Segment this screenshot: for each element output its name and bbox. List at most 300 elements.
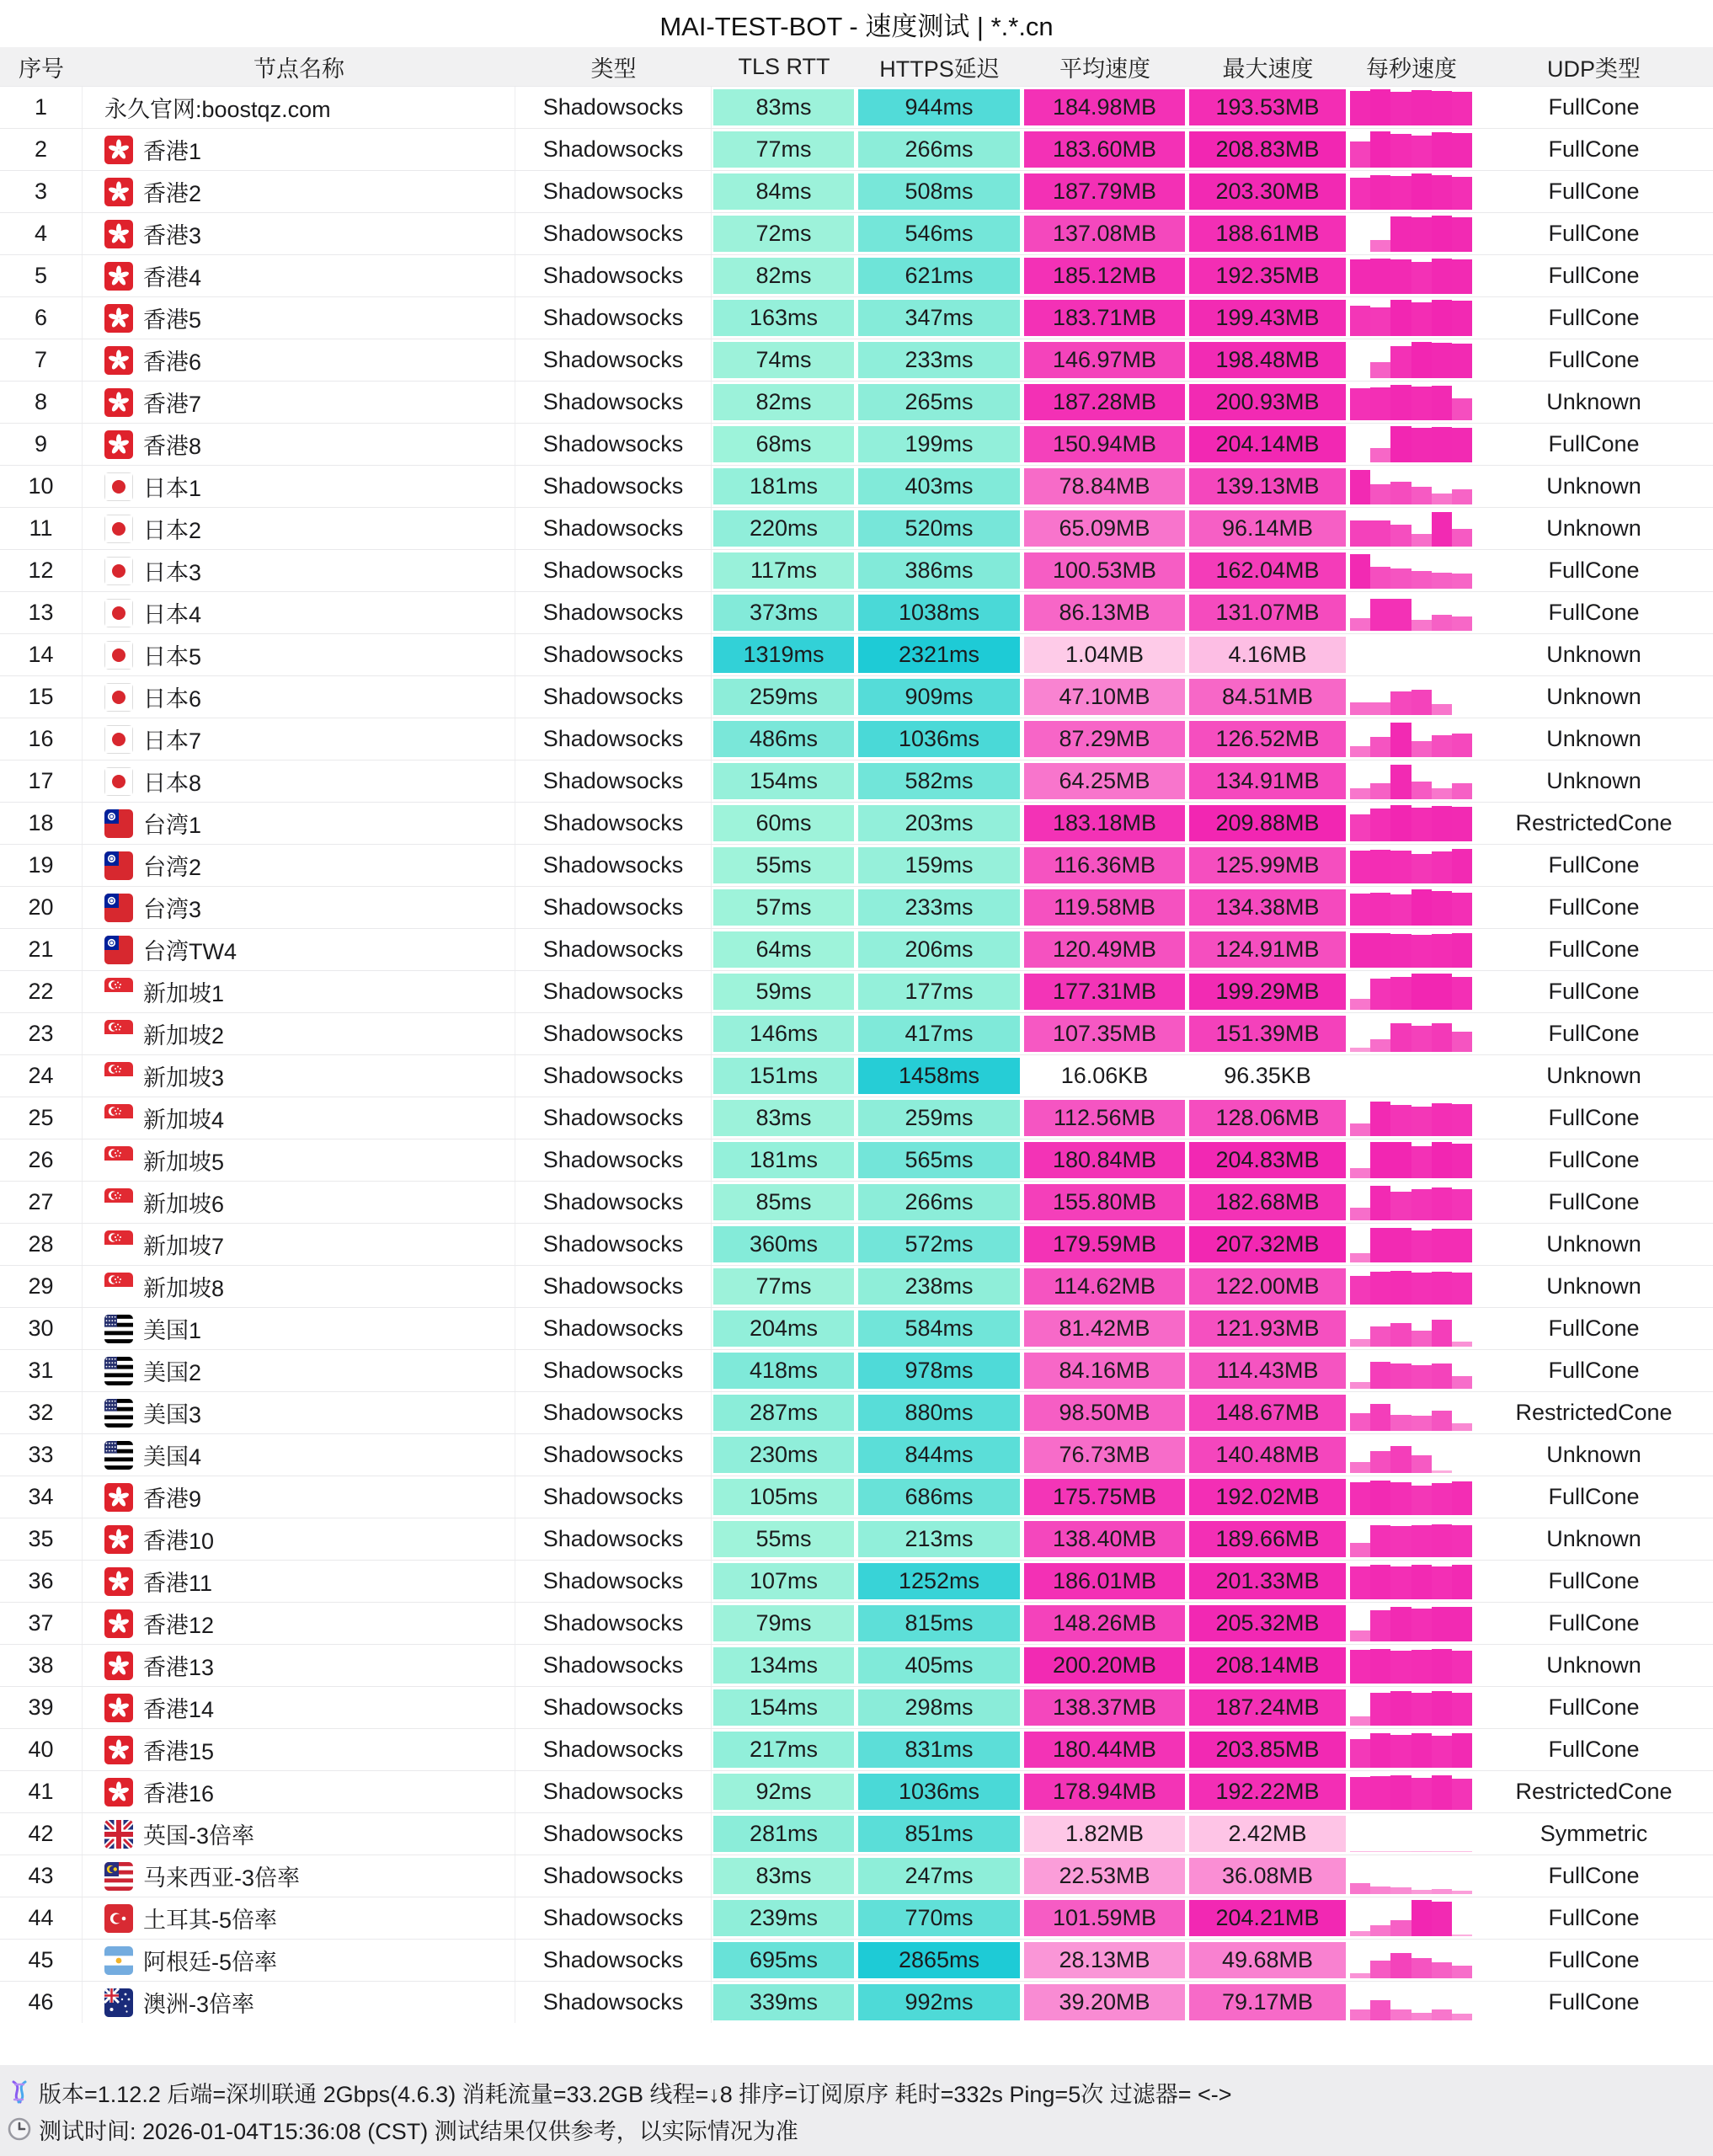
speed-bar <box>1390 1023 1411 1052</box>
cell-speed-per-sec <box>1348 1897 1475 1939</box>
cell-tls-rtt: 287ms <box>712 1392 856 1433</box>
speed-bar <box>1390 1607 1411 1641</box>
speed-bar <box>1390 805 1411 841</box>
speed-bar <box>1432 704 1452 715</box>
cell-udp-type: FullCone <box>1548 1021 1640 1046</box>
table-row <box>0 465 1713 507</box>
column-header-type: 类型 <box>515 47 712 86</box>
cell-speed-per-sec <box>1348 1645 1475 1686</box>
speed-bar <box>1452 301 1472 336</box>
node-name-label: 香港2 <box>143 181 202 206</box>
speed-bar <box>1390 259 1411 294</box>
cell-udp-type: RestrictedCone <box>1515 810 1673 835</box>
speed-bar <box>1432 343 1452 378</box>
speed-bars-chart <box>1350 1816 1472 1852</box>
speed-bar <box>1452 807 1472 841</box>
speed-bar <box>1432 1775 1452 1810</box>
speed-bar <box>1432 573 1452 589</box>
cell-node-name <box>83 1687 515 1728</box>
speed-bar <box>1452 1423 1472 1431</box>
cell-speed-per-sec <box>1348 845 1475 886</box>
speed-bar <box>1452 1651 1472 1684</box>
cell-udp-type: FullCone <box>1548 1863 1640 1888</box>
speed-bar <box>1390 1228 1411 1262</box>
speed-bar <box>1350 1123 1370 1136</box>
node-name-label: 新加坡7 <box>143 1234 225 1259</box>
node-name-label: 新加坡5 <box>143 1150 225 1175</box>
speed-bar <box>1390 216 1411 252</box>
cell-node-name <box>83 803 515 844</box>
cell-index: 46 <box>0 1982 83 2023</box>
speed-bar <box>1432 216 1452 252</box>
cell-max-speed: 188.61MB <box>1187 213 1348 254</box>
cell-max-speed: 198.48MB <box>1187 339 1348 381</box>
speed-bar <box>1432 1736 1452 1768</box>
cell-max-speed: 204.21MB <box>1187 1897 1348 1939</box>
column-header-tls-rtt: TLS RTT <box>712 47 856 86</box>
cell-node-name <box>83 1434 515 1476</box>
cell-max-speed: 134.91MB <box>1187 760 1348 802</box>
cell-index: 25 <box>0 1097 83 1139</box>
speed-bar <box>1350 141 1370 168</box>
speed-bar <box>1350 388 1370 420</box>
node-name-label: 日本1 <box>143 476 202 501</box>
cell-index: 37 <box>0 1603 83 1644</box>
node-name-label: 香港14 <box>143 1697 215 1722</box>
speed-bar <box>1370 2000 1390 2020</box>
speed-bar <box>1432 427 1452 462</box>
cell-type: Shadowsocks <box>515 87 712 128</box>
cell-max-speed: 192.02MB <box>1187 1476 1348 1518</box>
speed-bars-chart <box>1350 805 1472 841</box>
node-name-label: 台湾2 <box>143 855 202 880</box>
cell-type: Shadowsocks <box>515 971 712 1012</box>
speed-bar <box>1370 1451 1390 1473</box>
table-row <box>0 1265 1713 1307</box>
node-name-label: 美国1 <box>143 1318 202 1343</box>
speed-bar <box>1390 1323 1411 1347</box>
cell-https-latency: 259ms <box>856 1097 1022 1139</box>
cell-avg-speed: 101.59MB <box>1022 1897 1187 1939</box>
cell-type: Shadowsocks <box>515 1687 712 1728</box>
cell-index: 23 <box>0 1013 83 1054</box>
cell-avg-speed: 98.50MB <box>1022 1392 1187 1433</box>
speed-bar <box>1411 1331 1432 1347</box>
speed-bar <box>1350 851 1370 883</box>
cell-node-name <box>83 1813 515 1854</box>
cell-type: Shadowsocks <box>515 1434 712 1476</box>
cell-index: 14 <box>0 634 83 675</box>
cell-index: 11 <box>0 508 83 549</box>
footer-config-line <box>7 2073 1713 2111</box>
speed-bar <box>1411 1565 1432 1599</box>
cell-type: Shadowsocks <box>515 550 712 591</box>
cell-max-speed: 121.93MB <box>1187 1308 1348 1349</box>
speed-bar <box>1390 977 1411 1010</box>
speed-bar <box>1370 1649 1390 1684</box>
cell-index: 26 <box>0 1139 83 1181</box>
cell-index: 36 <box>0 1561 83 1602</box>
cell-udp-type: FullCone <box>1548 1358 1640 1383</box>
table-row <box>0 1686 1713 1728</box>
cell-type: Shadowsocks <box>515 1308 712 1349</box>
speed-bar <box>1411 1890 1432 1894</box>
speed-bar <box>1411 217 1432 252</box>
speed-bars-chart <box>1350 1689 1472 1726</box>
cell-speed-per-sec <box>1348 1097 1475 1139</box>
cell-tls-rtt: 134ms <box>712 1645 856 1686</box>
speed-bars-chart <box>1350 1395 1472 1431</box>
speed-bar <box>1432 512 1452 547</box>
speed-bar <box>1452 1273 1472 1305</box>
cell-https-latency: 213ms <box>856 1518 1022 1560</box>
speed-bar <box>1411 1733 1432 1768</box>
column-header-name: 节点名称 <box>83 47 515 86</box>
cell-max-speed: 192.22MB <box>1187 1771 1348 1812</box>
cell-https-latency: 298ms <box>856 1687 1022 1728</box>
node-name-label: 日本7 <box>143 728 202 754</box>
cell-type: Shadowsocks <box>515 255 712 296</box>
cell-https-latency: 844ms <box>856 1434 1022 1476</box>
cell-udp-type: RestrictedCone <box>1515 1400 1673 1425</box>
title-bar <box>0 0 1713 47</box>
speed-bar <box>1411 1778 1432 1810</box>
cell-avg-speed: 107.35MB <box>1022 1013 1187 1054</box>
table-row <box>0 1391 1713 1433</box>
cell-max-speed: 193.53MB <box>1187 87 1348 128</box>
cell-speed-per-sec <box>1348 634 1475 675</box>
table-row <box>0 296 1713 339</box>
cell-max-speed: 139.13MB <box>1187 466 1348 507</box>
cell-node-name <box>83 1224 515 1265</box>
flag-us-icon <box>104 1315 133 1343</box>
cell-tls-rtt: 117ms <box>712 550 856 591</box>
speed-bar <box>1390 1566 1411 1599</box>
speed-bar <box>1411 1958 1432 1978</box>
table-row <box>0 1012 1713 1054</box>
cell-speed-per-sec <box>1348 1687 1475 1728</box>
flag-hk-icon <box>104 1525 133 1554</box>
cell-max-speed: 2.42MB <box>1187 1813 1348 1854</box>
cell-avg-speed: 137.08MB <box>1022 213 1187 254</box>
speed-bar <box>1390 346 1411 378</box>
clock-icon <box>7 2116 32 2142</box>
speed-bar <box>1350 1276 1370 1305</box>
flag-hk-icon <box>104 136 133 164</box>
speed-bar <box>1452 1891 1472 1894</box>
cell-https-latency: 2865ms <box>856 1940 1022 1981</box>
speed-bar <box>1370 599 1390 631</box>
speed-bar <box>1452 1104 1472 1136</box>
speed-bars-chart <box>1350 974 1472 1010</box>
cell-type: Shadowsocks <box>515 508 712 549</box>
footer-config-text: 版本=1.12.2 后端=深圳联通 2Gbps(4.6.3) 消耗流量=33.2GB 线程=↓8 排序=订阅原序 耗时=332s Ping=5次 过滤器= <-> <box>39 2081 1232 2107</box>
speed-bar <box>1432 175 1452 210</box>
speed-bar <box>1390 765 1411 799</box>
cell-speed-per-sec <box>1348 592 1475 633</box>
speed-bar <box>1452 734 1472 757</box>
speed-bars-chart <box>1350 1858 1472 1894</box>
footer-time-text: 测试时间: 2026-01-04T15:36:08 (CST) 测试结果仅供参考，以实际情况为准 <box>39 2118 798 2144</box>
cell-index: 3 <box>0 171 83 212</box>
speed-bar <box>1350 1650 1370 1684</box>
node-name-label: 日本6 <box>143 686 202 712</box>
cell-tls-rtt: 217ms <box>712 1729 856 1770</box>
cell-index: 29 <box>0 1266 83 1307</box>
flag-my-icon <box>104 1862 133 1891</box>
cell-speed-per-sec <box>1348 1350 1475 1391</box>
speed-bar <box>1411 690 1432 715</box>
table-row <box>0 1854 1713 1897</box>
speed-bar <box>1350 520 1370 547</box>
flag-tw-icon <box>104 894 133 922</box>
cell-https-latency: 199ms <box>856 424 1022 465</box>
cell-https-latency: 565ms <box>856 1139 1022 1181</box>
cell-type: Shadowsocks <box>515 1055 712 1097</box>
speed-bar <box>1350 746 1370 757</box>
speed-bar <box>1370 362 1390 378</box>
speed-bar <box>1370 1925 1390 1936</box>
speed-bar <box>1432 91 1452 125</box>
speed-bar <box>1370 893 1390 926</box>
flag-ar-icon <box>104 1946 133 1975</box>
node-name-label: 香港10 <box>143 1529 215 1554</box>
cell-max-speed: 84.51MB <box>1187 676 1348 718</box>
speed-bar <box>1390 525 1411 547</box>
flag-tw-icon <box>104 809 133 838</box>
speed-bar <box>1452 1565 1472 1599</box>
cell-speed-per-sec <box>1348 1603 1475 1644</box>
speed-bar <box>1370 808 1390 841</box>
speed-bar <box>1370 1039 1390 1052</box>
cell-udp-type: Unknown <box>1546 515 1641 541</box>
speed-bar <box>1411 1609 1432 1641</box>
cell-node-name <box>83 1603 515 1644</box>
cell-type: Shadowsocks <box>515 845 712 886</box>
cell-avg-speed: 184.98MB <box>1022 87 1187 128</box>
flag-hk-icon <box>104 1609 133 1638</box>
cell-avg-speed: 179.59MB <box>1022 1224 1187 1265</box>
speed-bar <box>1370 1228 1390 1262</box>
cell-type: Shadowsocks <box>515 1729 712 1770</box>
speed-bar <box>1370 1186 1390 1220</box>
cell-avg-speed: 187.79MB <box>1022 171 1187 212</box>
cell-tls-rtt: 85ms <box>712 1182 856 1223</box>
cell-tls-rtt: 239ms <box>712 1897 856 1939</box>
cell-speed-per-sec <box>1348 382 1475 423</box>
flag-sg-icon <box>104 978 133 1006</box>
cell-node-name <box>83 297 515 339</box>
speed-bar <box>1452 1481 1472 1515</box>
cell-udp-type: Unknown <box>1546 768 1641 793</box>
speed-bars-chart <box>1350 1774 1472 1810</box>
speed-bar <box>1411 571 1432 590</box>
speed-bar <box>1370 702 1390 715</box>
node-name-label: 美国3 <box>143 1402 202 1428</box>
table-row <box>0 886 1713 928</box>
table-row <box>0 1518 1713 1560</box>
speed-bar <box>1432 974 1452 1010</box>
cell-type: Shadowsocks <box>515 718 712 760</box>
cell-node-name <box>83 1855 515 1897</box>
speed-bar <box>1350 1462 1370 1473</box>
cell-udp-type: Unknown <box>1546 473 1641 499</box>
speed-bar <box>1452 2014 1472 2020</box>
node-name-label: 新加坡4 <box>143 1107 225 1133</box>
cell-index: 33 <box>0 1434 83 1476</box>
speed-bar <box>1411 1230 1432 1262</box>
speed-bars-chart <box>1350 1479 1472 1515</box>
cell-speed-per-sec <box>1348 1434 1475 1476</box>
speed-bar <box>1390 723 1411 757</box>
cell-index: 43 <box>0 1855 83 1897</box>
cell-max-speed: 203.30MB <box>1187 171 1348 212</box>
speed-bars-chart <box>1350 1605 1472 1641</box>
speed-bar <box>1350 618 1370 631</box>
cell-avg-speed: 183.60MB <box>1022 129 1187 170</box>
cell-tls-rtt: 204ms <box>712 1308 856 1349</box>
cell-speed-per-sec <box>1348 929 1475 970</box>
table-row <box>0 423 1713 465</box>
cell-udp-type: Unknown <box>1546 1442 1641 1467</box>
cell-udp-type: RestrictedCone <box>1515 1779 1673 1804</box>
table-row <box>0 339 1713 381</box>
cell-https-latency: 851ms <box>856 1813 1022 1854</box>
cell-avg-speed: 138.37MB <box>1022 1687 1187 1728</box>
cell-udp-type: FullCone <box>1548 1484 1640 1509</box>
speed-bar <box>1411 808 1432 841</box>
speed-bar <box>1432 1411 1452 1431</box>
cell-udp-type: FullCone <box>1548 1105 1640 1130</box>
cell-https-latency: 978ms <box>856 1350 1022 1391</box>
cell-udp-type: FullCone <box>1548 979 1640 1004</box>
speed-bar <box>1350 1048 1370 1052</box>
cell-max-speed: 199.29MB <box>1187 971 1348 1012</box>
node-name-label: 香港6 <box>143 350 202 375</box>
speed-bar <box>1350 1851 1370 1852</box>
cell-tls-rtt: 220ms <box>712 508 856 549</box>
table-row <box>0 1981 1713 2023</box>
cell-tls-rtt: 59ms <box>712 971 856 1012</box>
speed-bar <box>1452 1851 1472 1852</box>
speed-bar <box>1390 482 1411 504</box>
cell-tls-rtt: 83ms <box>712 1097 856 1139</box>
speed-bar <box>1452 1189 1472 1220</box>
speed-bar <box>1370 1851 1390 1852</box>
speed-bar <box>1411 1486 1432 1515</box>
cell-speed-per-sec <box>1348 676 1475 718</box>
flag-jp-icon <box>104 767 133 796</box>
cell-udp-type: FullCone <box>1548 600 1640 625</box>
node-name-label: 台湾3 <box>143 897 202 922</box>
speed-bar <box>1432 1649 1452 1684</box>
cell-tls-rtt: 55ms <box>712 845 856 886</box>
cell-avg-speed: 28.13MB <box>1022 1940 1187 1981</box>
speed-bar <box>1432 806 1452 841</box>
cell-node-name <box>83 1476 515 1518</box>
speed-bar <box>1350 91 1370 125</box>
speed-bar <box>1390 1851 1411 1852</box>
cell-tls-rtt: 154ms <box>712 1687 856 1728</box>
speed-bar <box>1350 1883 1370 1894</box>
cell-speed-per-sec <box>1348 1982 1475 2023</box>
cell-type: Shadowsocks <box>515 382 712 423</box>
cell-speed-per-sec <box>1348 1266 1475 1307</box>
cell-max-speed: 134.38MB <box>1187 887 1348 928</box>
cell-node-name <box>83 718 515 760</box>
cell-https-latency: 417ms <box>856 1013 1022 1054</box>
table-row <box>0 170 1713 212</box>
cell-avg-speed: 178.94MB <box>1022 1771 1187 1812</box>
speed-bar <box>1390 1415 1411 1431</box>
cell-node-name <box>83 1055 515 1097</box>
cell-index: 10 <box>0 466 83 507</box>
report-title: MAI-TEST-BOT - 速度测试 | *.*.cn <box>659 11 1054 41</box>
speed-bar <box>1432 1229 1452 1262</box>
speed-bar <box>1452 977 1472 1010</box>
table-row <box>0 844 1713 886</box>
speed-bar <box>1452 1525 1472 1557</box>
speed-bar <box>1452 92 1472 125</box>
speed-bar <box>1452 1144 1472 1178</box>
cell-speed-per-sec <box>1348 550 1475 591</box>
cell-https-latency: 247ms <box>856 1855 1022 1897</box>
cell-tls-rtt: 418ms <box>712 1350 856 1391</box>
cell-node-name <box>83 1645 515 1686</box>
cell-tls-rtt: 154ms <box>712 760 856 802</box>
flag-sg-icon <box>104 1146 133 1175</box>
cell-avg-speed: 116.36MB <box>1022 845 1187 886</box>
cell-index: 8 <box>0 382 83 423</box>
speed-bar <box>1350 1482 1370 1515</box>
cell-https-latency: 238ms <box>856 1266 1022 1307</box>
cell-udp-type: FullCone <box>1548 894 1640 920</box>
speed-bar <box>1390 134 1411 168</box>
table-row <box>0 718 1713 760</box>
cell-https-latency: 159ms <box>856 845 1022 886</box>
cell-speed-per-sec <box>1348 760 1475 802</box>
column-header-max-speed: 最大速度 <box>1187 47 1348 86</box>
table-row <box>0 1181 1713 1223</box>
cell-tls-rtt: 181ms <box>712 466 856 507</box>
speed-bar <box>1432 1607 1452 1641</box>
cell-tls-rtt: 105ms <box>712 1476 856 1518</box>
cell-udp-type: Unknown <box>1546 1273 1641 1299</box>
flag-jp-icon <box>104 599 133 627</box>
speed-bar <box>1370 1886 1390 1894</box>
cell-index: 28 <box>0 1224 83 1265</box>
speed-bar <box>1350 554 1370 589</box>
speed-bar <box>1390 691 1411 715</box>
speed-bar <box>1452 1229 1472 1262</box>
speed-bar <box>1452 1733 1472 1768</box>
speed-bar <box>1350 1208 1370 1220</box>
cell-max-speed: 187.24MB <box>1187 1687 1348 1728</box>
cell-udp-type: Unknown <box>1546 389 1641 414</box>
cell-node-name <box>83 1308 515 1349</box>
speed-bars-chart <box>1350 342 1472 378</box>
cell-udp-type: FullCone <box>1548 1694 1640 1720</box>
cell-speed-per-sec <box>1348 1224 1475 1265</box>
speed-bar <box>1370 979 1390 1010</box>
cell-udp-type: Unknown <box>1546 1231 1641 1257</box>
cell-tls-rtt: 146ms <box>712 1013 856 1054</box>
cell-avg-speed: 47.10MB <box>1022 676 1187 718</box>
cell-https-latency: 909ms <box>856 676 1022 718</box>
speed-bar <box>1452 529 1472 547</box>
speed-bar <box>1411 1146 1432 1178</box>
cell-node-name <box>83 1771 515 1812</box>
